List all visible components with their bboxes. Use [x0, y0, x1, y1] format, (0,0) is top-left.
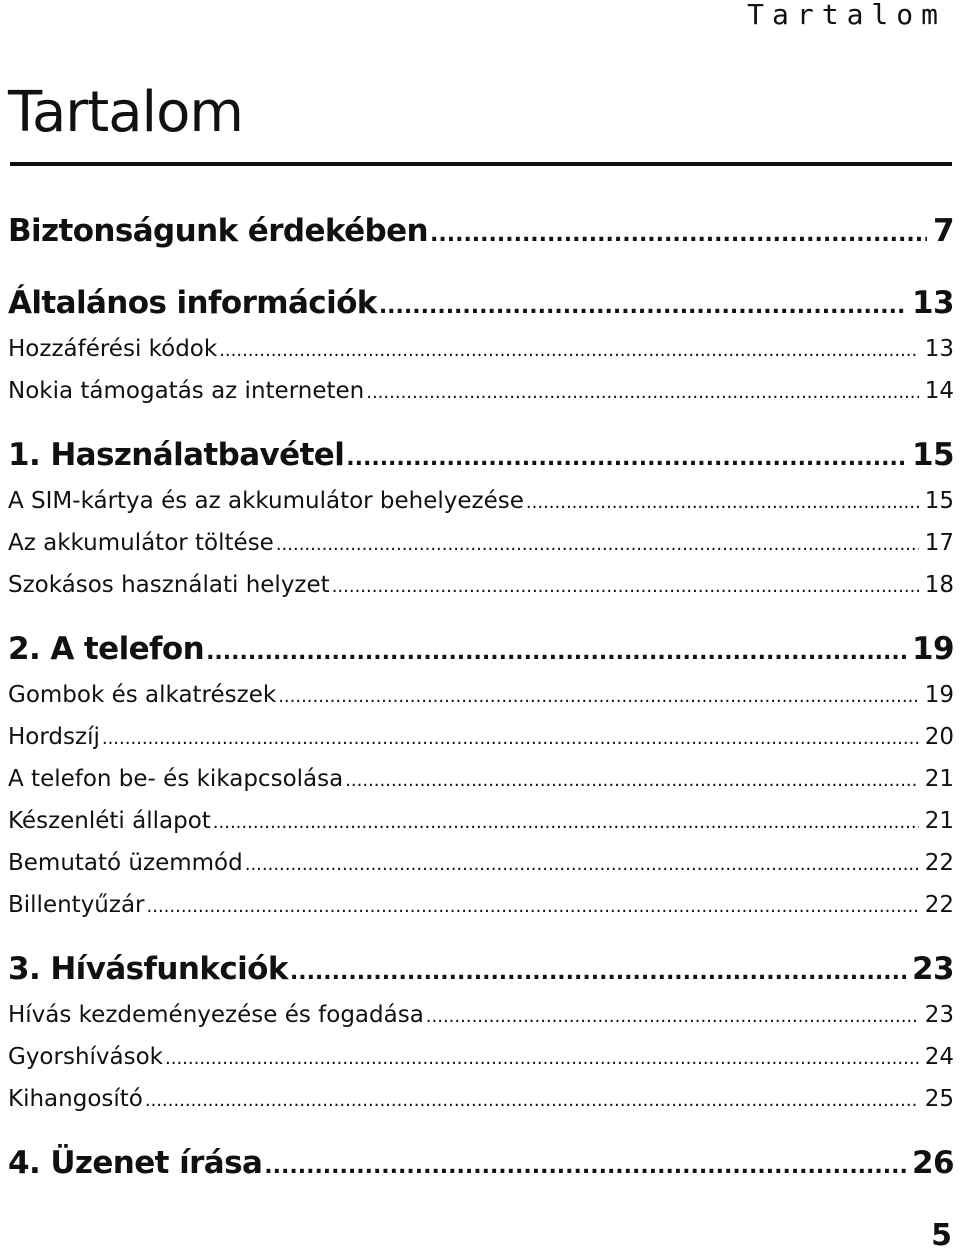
toc-entry-page: 18 — [924, 572, 954, 598]
toc-entry-page: 19 — [924, 682, 954, 708]
toc-entry-page: 15 — [924, 488, 954, 514]
toc-entry-title: Gyorshívások — [8, 1044, 163, 1070]
toc-entry-title: 4. Üzenet írása — [8, 1145, 263, 1181]
toc-entry-page: 13 — [924, 336, 954, 362]
toc-entry-page: 17 — [924, 530, 954, 556]
dot-leader — [102, 718, 919, 759]
toc-chapter-hasznalatbavetel[interactable] — [8, 433, 954, 481]
toc-entry-page: 22 — [924, 850, 954, 876]
toc-section-kihangosito[interactable] — [8, 1079, 954, 1121]
toc-entry-page: 25 — [924, 1086, 954, 1112]
toc-chapter-uzenet-irasa[interactable] — [8, 1141, 954, 1189]
running-head: Tartalom — [747, 0, 946, 31]
toc-entry-title: Hívás kezdeményezése és fogadása — [8, 1002, 424, 1028]
toc-section-gyorshivasok[interactable] — [8, 1037, 954, 1079]
toc-section-billentyuzar[interactable] — [8, 885, 954, 927]
dot-leader — [526, 482, 919, 523]
table-of-contents — [8, 209, 954, 1189]
toc-entry-page: 21 — [924, 808, 954, 834]
title-rule — [10, 162, 952, 166]
toc-entry-page: 7 — [933, 213, 954, 249]
toc-entry-title: Billentyűzár — [8, 892, 145, 918]
toc-entry-page: 23 — [924, 1002, 954, 1028]
toc-entry-title: Általános információk — [8, 285, 377, 321]
dot-leader — [332, 566, 919, 607]
toc-entry-page: 14 — [924, 378, 954, 404]
toc-entry-page: 15 — [912, 437, 954, 473]
toc-section-hivas-kezdemenyezese[interactable] — [8, 995, 954, 1037]
toc-entry-page: 22 — [924, 892, 954, 918]
toc-entry-page: 23 — [912, 951, 954, 987]
toc-chapter-altalanos[interactable] — [8, 281, 954, 329]
toc-entry-title: Hozzáférési kódok — [8, 336, 218, 362]
toc-entry-page: 21 — [924, 766, 954, 792]
toc-entry-page: 24 — [924, 1044, 954, 1070]
dot-leader — [165, 1038, 919, 1079]
toc-entry-title: 2. A telefon — [8, 631, 205, 667]
dot-leader — [278, 676, 919, 717]
dot-leader — [345, 760, 919, 801]
toc-section-bemutato-uzemmod[interactable] — [8, 843, 954, 885]
toc-entry-title: 1. Használatbavétel — [8, 437, 345, 473]
toc-entry-title: Gombok és alkatrészek — [8, 682, 277, 708]
toc-entry-title: Kihangosító — [8, 1086, 143, 1112]
toc-chapter-hivasfunkciok[interactable] — [8, 947, 954, 995]
dot-leader — [145, 1080, 919, 1121]
toc-entry-title: Nokia támogatás az interneten — [8, 378, 365, 404]
dot-leader — [213, 802, 919, 843]
toc-section-be-kikapcsolas[interactable] — [8, 759, 954, 801]
toc-entry-title: A SIM-kártya és az akkumulátor behelyezése — [8, 488, 524, 514]
toc-section-hordszij[interactable] — [8, 717, 954, 759]
dot-leader — [366, 372, 918, 413]
toc-entry-title: Az akkumulátor töltése — [8, 530, 274, 556]
toc-entry-page: 20 — [924, 724, 954, 750]
dot-leader — [147, 886, 919, 927]
toc-entry-title: A telefon be- és kikapcsolása — [8, 766, 344, 792]
toc-entry-title: Bemutató üzemmód — [8, 850, 243, 876]
dot-leader — [379, 285, 906, 329]
toc-entry-title: Szokásos használati helyzet — [8, 572, 330, 598]
dot-leader — [426, 996, 919, 1037]
page-title: Tartalom — [8, 80, 243, 145]
page-number: 5 — [931, 1218, 952, 1253]
dot-leader — [264, 1145, 906, 1189]
toc-chapter-biztonsag[interactable] — [8, 209, 954, 257]
toc-section-szokasos-helyzet[interactable] — [8, 565, 954, 607]
toc-chapter-a-telefon[interactable] — [8, 627, 954, 675]
toc-section-gombok[interactable] — [8, 675, 954, 717]
dot-leader — [219, 330, 919, 371]
toc-section-keszenleti-allapot[interactable] — [8, 801, 954, 843]
toc-entry-title: 3. Hívásfunkciók — [8, 951, 288, 987]
toc-entry-title: Készenléti állapot — [8, 808, 211, 834]
toc-entry-page: 13 — [912, 285, 954, 321]
toc-section-hozzaferesi-kodok[interactable] — [8, 329, 954, 371]
toc-entry-title: Biztonságunk érdekében — [8, 213, 429, 249]
dot-leader — [206, 631, 906, 675]
dot-leader — [290, 951, 906, 995]
toc-entry-page: 19 — [912, 631, 954, 667]
dot-leader — [276, 524, 919, 565]
toc-section-akkumulator-toltese[interactable] — [8, 523, 954, 565]
toc-entry-page: 26 — [912, 1145, 954, 1181]
toc-entry-title: Hordszíj — [8, 724, 100, 750]
toc-section-sim-kartya[interactable] — [8, 481, 954, 523]
dot-leader — [346, 437, 906, 481]
toc-section-nokia-tamogatas[interactable] — [8, 371, 954, 413]
dot-leader — [245, 844, 919, 885]
dot-leader — [430, 213, 927, 257]
